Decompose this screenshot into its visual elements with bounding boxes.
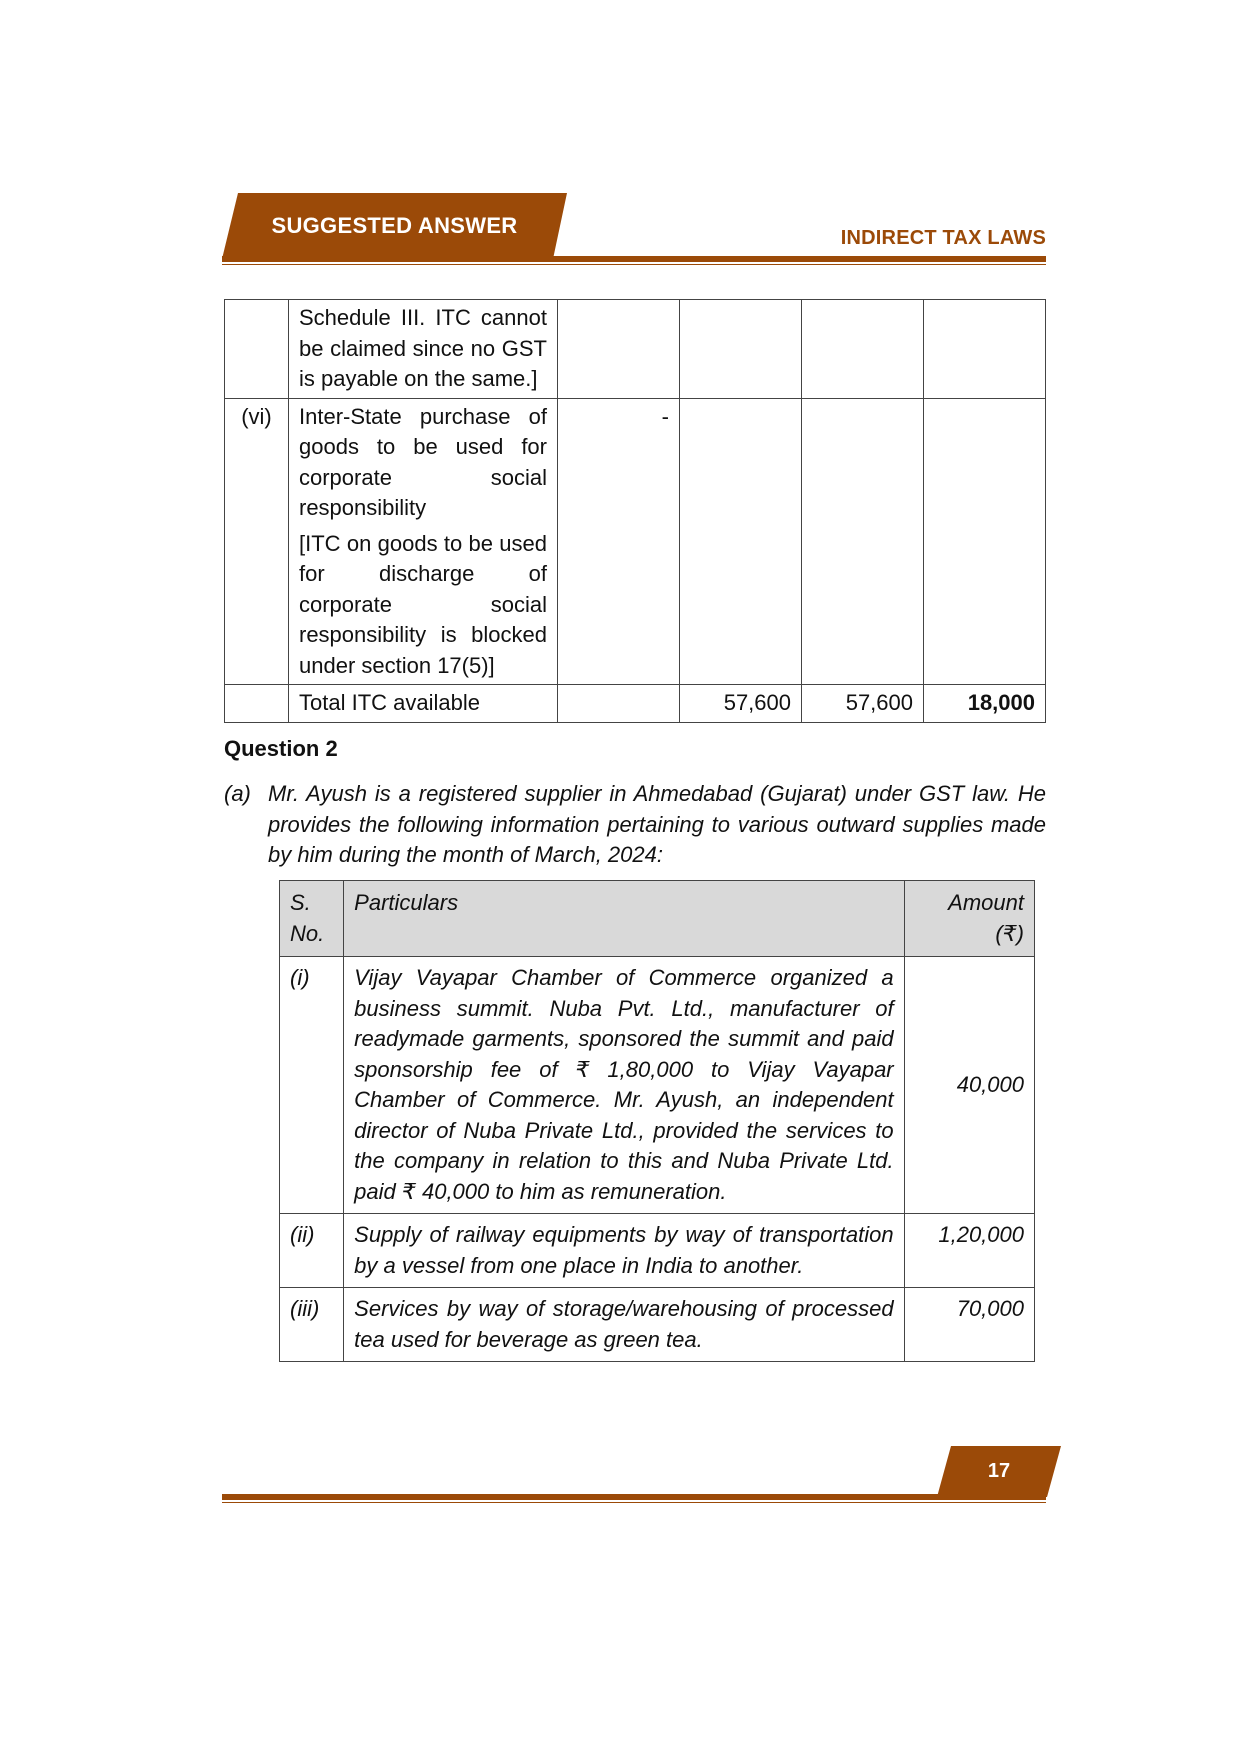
itc-total-label bbox=[289, 685, 558, 723]
footer-rule bbox=[222, 1494, 1046, 1500]
row-sno: (i) bbox=[280, 957, 344, 1214]
row-amount: 40,000 bbox=[904, 957, 1034, 1214]
itc-cell bbox=[802, 300, 924, 399]
itc-particulars bbox=[289, 300, 558, 399]
itc-sno: (vi) bbox=[225, 398, 289, 685]
itc-cell bbox=[924, 398, 1046, 685]
itc-total-value: 57,600 bbox=[802, 685, 924, 723]
itc-cell bbox=[924, 300, 1046, 399]
itc-table bbox=[224, 299, 1046, 723]
itc-cell: - bbox=[558, 398, 680, 685]
table-row bbox=[225, 300, 1046, 399]
row-particulars: Services by way of storage/warehousing of processed tea used for beverage as green tea. bbox=[344, 1288, 904, 1362]
header-sno: S. No. bbox=[280, 881, 344, 957]
row-amount: 1,20,000 bbox=[904, 1214, 1034, 1288]
table-row-total bbox=[225, 685, 1046, 723]
row-particulars: Vijay Vayapar Chamber of Commerce organized a business summit. Nuba Pvt. Ltd., manufacturer of readymade garments, sponsored the summit and paid sponsorship fee of ₹ 1,80,000 to Vijay Vayapar Chamber of Commerce. Mr. Ayush, an independent director of Nuba Private Ltd., provided the services to the company in relation to this and Nuba Private Ltd. paid ₹ 40,000 to him as remuneration. bbox=[344, 957, 904, 1214]
header-amount: Amount (₹) bbox=[904, 881, 1034, 957]
table-row bbox=[280, 1214, 1035, 1288]
table-row bbox=[225, 398, 1046, 685]
itc-cell bbox=[558, 685, 680, 723]
header-rule bbox=[222, 256, 1046, 262]
itc-particulars bbox=[289, 398, 558, 685]
header-tab-label: SUGGESTED ANSWER bbox=[271, 213, 518, 238]
question-part-text: Mr. Ayush is a registered supplier in Ahmedabad (Gujarat) under GST law. He provides the following information pertaining to various outward supplies made by him during the month of March, 2024: bbox=[268, 781, 1046, 867]
footer-rule-thin bbox=[222, 1502, 1046, 1503]
question-part-label: (a) bbox=[224, 781, 251, 806]
header-subject: INDIRECT TAX LAWS bbox=[840, 227, 1046, 249]
question-part bbox=[224, 779, 1046, 871]
row-particulars: Supply of railway equipments by way of transportation by a vessel from one place in India to another. bbox=[344, 1214, 904, 1288]
itc-cell bbox=[680, 300, 802, 399]
itc-sno bbox=[225, 685, 289, 723]
table-row bbox=[280, 1288, 1035, 1362]
itc-text: Schedule III. ITC cannot be claimed since no GST is payable on the same.] bbox=[299, 305, 547, 391]
itc-cell bbox=[802, 398, 924, 685]
question-heading: Question 2 bbox=[224, 736, 338, 761]
table-header-row bbox=[280, 881, 1035, 957]
itc-sno bbox=[225, 300, 289, 399]
row-sno: (ii) bbox=[280, 1214, 344, 1288]
supply-table bbox=[279, 880, 1035, 1362]
itc-total-value: 57,600 bbox=[680, 685, 802, 723]
itc-note: [ITC on goods to be used for discharge of corporate social responsibility is blocked under section 17(5)] bbox=[299, 530, 547, 678]
itc-cell bbox=[680, 398, 802, 685]
table-row bbox=[280, 957, 1035, 1214]
header-rule-thin bbox=[222, 264, 1046, 265]
itc-text: Total ITC available bbox=[299, 690, 480, 715]
row-amount: 70,000 bbox=[904, 1288, 1034, 1362]
header-particulars: Particulars bbox=[344, 881, 904, 957]
itc-total-value-bold: 18,000 bbox=[924, 685, 1046, 723]
itc-text: Inter-State purchase of goods to be used for corporate social responsibility bbox=[299, 403, 547, 520]
row-sno: (iii) bbox=[280, 1288, 344, 1362]
itc-cell bbox=[558, 300, 680, 399]
page-number: 17 bbox=[987, 1460, 1011, 1482]
